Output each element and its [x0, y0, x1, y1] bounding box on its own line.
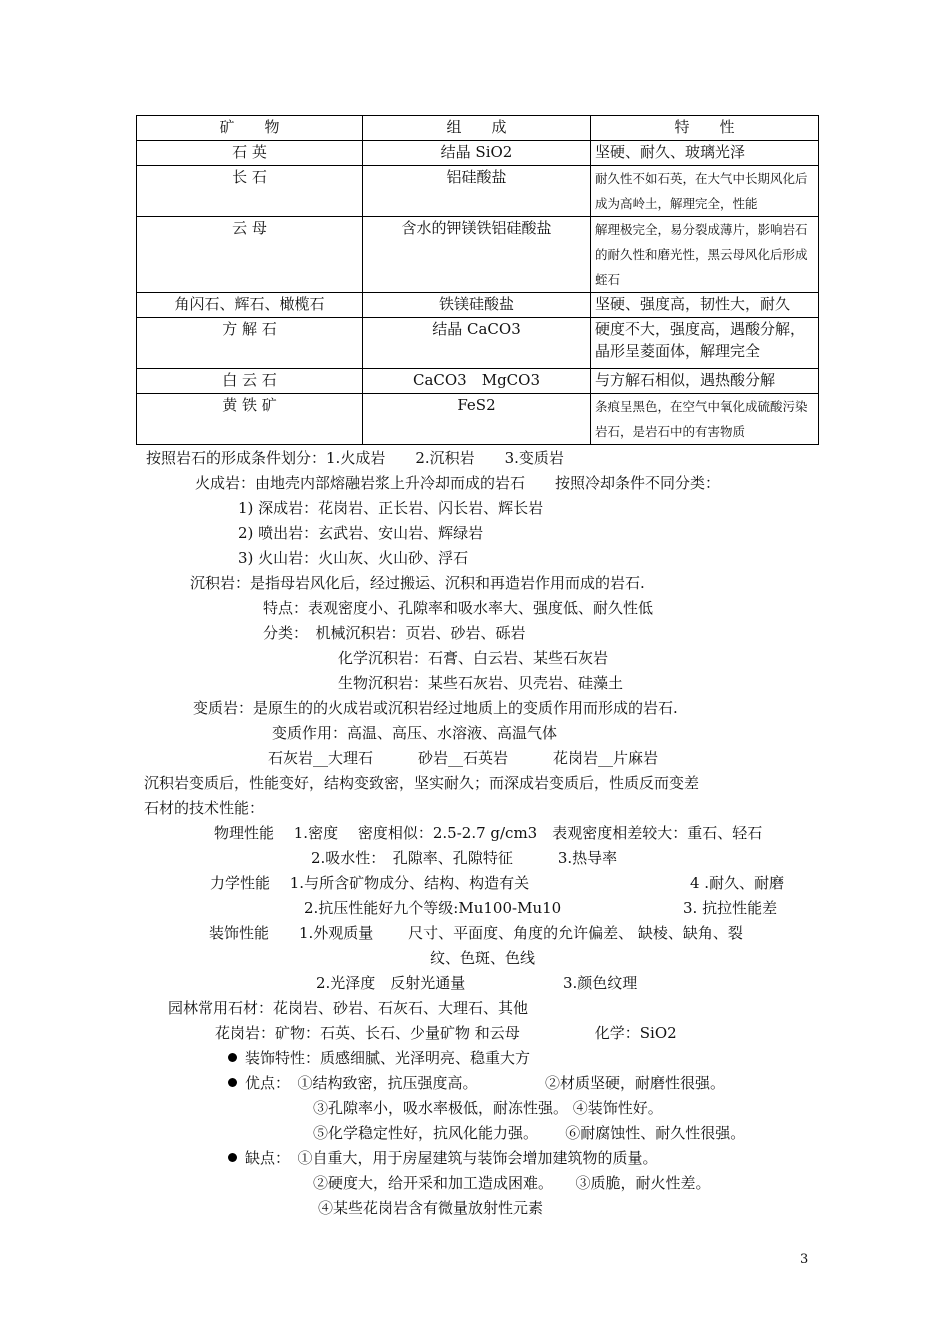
header-property: 特 性: [591, 116, 819, 141]
text-line: 力学性能 1.与所含矿物成分、结构、构造有关: [210, 874, 530, 892]
composition-cell: 铝硅酸盐: [363, 166, 591, 217]
bullet-text: 优点： ①结构致密，抗压强度高。 ②材质坚硬，耐磨性很强。: [245, 1074, 726, 1092]
bullet-text: 装饰特性：质感细腻、光泽明亮、稳重大方: [245, 1049, 531, 1067]
mineral-cell: 石 英: [137, 141, 363, 166]
composition-cell: FeS2: [363, 394, 591, 445]
text-line: ③孔隙率小，吸水率极低，耐冻性强。 ④装饰性好。: [313, 1099, 663, 1117]
text-line: 生物沉积岩：某些石灰岩、贝壳岩、硅藻土: [338, 674, 624, 692]
mineral-cell: 云 母: [137, 217, 363, 293]
table-row: [137, 166, 819, 217]
text-line: 纹、色斑、色线: [430, 949, 536, 967]
text-line: 2) 喷出岩：玄武岩、安山岩、辉绿岩: [238, 524, 484, 542]
composition-cell: 含水的钾镁铁铝硅酸盐: [363, 217, 591, 293]
text-line: 4 .耐久、耐磨: [690, 874, 785, 892]
property-cell: 硬度不大，强度高，遇酸分解，晶形呈菱面体，解理完全: [591, 318, 819, 369]
text-line: 分类： 机械沉积岩：页岩、砂岩、砾岩: [263, 624, 526, 642]
property-cell: 解理极完全，易分裂成薄片，影响岩石的耐久性和磨光性，黑云母风化后形成蛭石: [591, 217, 819, 293]
composition-cell: 铁镁硅酸盐: [363, 293, 591, 318]
bullet-text: 缺点： ①自重大，用于房屋建筑与装饰会增加建筑物的质量。: [245, 1149, 658, 1167]
text-line: 化学沉积岩：石膏、白云岩、某些石灰岩: [338, 649, 609, 667]
table-row: [137, 217, 819, 293]
composition-cell: 结晶 CaCO3: [363, 318, 591, 369]
composition-cell: CaCO3 MgCO3: [363, 369, 591, 394]
property-cell: 坚硬、强度高，韧性大，耐久: [591, 293, 819, 318]
property-cell: 与方解石相似，遇热酸分解: [591, 369, 819, 394]
table-row: [137, 318, 819, 369]
property-cell: 条痕呈黑色，在空气中氧化成硫酸污染岩石，是岩石中的有害物质: [591, 394, 819, 445]
text-line: 3. 抗拉性能差: [683, 899, 778, 917]
text-line: 沉积岩变质后，性能变好，结构变致密，坚实耐久；而深成岩变质后，性质反而变差: [144, 774, 700, 792]
property-cell: 坚硬、耐久、玻璃光泽: [591, 141, 819, 166]
text-line: 石材的技术性能：: [144, 799, 265, 817]
text-line: ④某些花岗岩含有微量放射性元素: [318, 1199, 544, 1217]
bullet-icon: [228, 1053, 237, 1062]
header-mineral: 矿 物: [137, 116, 363, 141]
bullet-icon: [228, 1078, 237, 1087]
text-line: 2.抗压性能好九个等级:Mu100-Mu10: [304, 899, 562, 917]
mineral-cell: 黄 铁 矿: [137, 394, 363, 445]
mineral-cell: 方 解 石: [137, 318, 363, 369]
text-line: 沉积岩：是指母岩风化后，经过搬运、沉积和再造岩作用而成的岩石.: [190, 574, 645, 592]
table-header-row: [137, 116, 819, 141]
text-line: 变质岩：是原生的的火成岩或沉积岩经过地质上的变质作用而形成的岩石.: [193, 699, 678, 717]
table-row: [137, 293, 819, 318]
table-row: [137, 394, 819, 445]
text-line: 特点：表观密度小、孔隙率和吸水率大、强度低、耐久性低: [263, 599, 654, 617]
property-cell: 耐久性不如石英，在大气中长期风化后成为高岭土，解理完全，性能: [591, 166, 819, 217]
header-composition: 组 成: [363, 116, 591, 141]
text-line: 装饰性能 1.外观质量 尺寸、平面度、角度的允许偏差、 缺棱、缺角、裂: [209, 924, 743, 942]
bullet-item: [228, 1073, 725, 1093]
text-line: 石灰岩__大理石 砂岩__石英岩 花岗岩__片麻岩: [268, 749, 659, 767]
text-line: ⑤化学稳定性好，抗风化能力强。 ⑥耐腐蚀性、耐久性很强。: [313, 1124, 746, 1142]
text-line: 变质作用：高温、高压、水溶液、高温气体: [272, 724, 558, 742]
text-line: ②硬度大，给开采和加工造成困难。 ③质脆，耐火性差。: [313, 1174, 711, 1192]
text-line: 花岗岩：矿物：石英、长石、少量矿物 和云母 化学：SiO2: [215, 1024, 677, 1042]
mineral-cell: 白 云 石: [137, 369, 363, 394]
page-number: 3: [800, 1252, 809, 1267]
text-line: 2.光泽度 反射光通量: [316, 974, 466, 992]
mineral-cell: 长 石: [137, 166, 363, 217]
mineral-cell: 角闪石、辉石、橄榄石: [137, 293, 363, 318]
bullet-icon: [228, 1153, 237, 1162]
bullet-item: [228, 1048, 530, 1068]
text-line: 3.颜色纹理: [563, 974, 638, 992]
mineral-table: [136, 115, 819, 445]
table-row: [137, 141, 819, 166]
text-line: 2.吸水性： 孔隙率、孔隙特征 3.热导率: [311, 849, 618, 867]
text-line: 按照岩石的形成条件划分：1.火成岩 2.沉积岩 3.变质岩: [146, 449, 564, 467]
text-line: 物理性能 1.密度 密度相似：2.5-2.7 g/cm3 表观密度相差较大：重石、轻石: [214, 824, 763, 842]
composition-cell: 结晶 SiO2: [363, 141, 591, 166]
text-line: 园林常用石材：花岗岩、砂岩、石灰石、大理石、其他: [168, 999, 529, 1017]
text-line: 1) 深成岩：花岗岩、正长岩、闪长岩、辉长岩: [238, 499, 544, 517]
text-line: 3) 火山岩：火山灰、火山砂、浮石: [238, 549, 469, 567]
table-row: [137, 369, 819, 394]
text-line: 火成岩：由地壳内部熔融岩浆上升冷却而成的岩石 按照冷却条件不同分类：: [195, 474, 721, 492]
bullet-item: [228, 1148, 658, 1168]
